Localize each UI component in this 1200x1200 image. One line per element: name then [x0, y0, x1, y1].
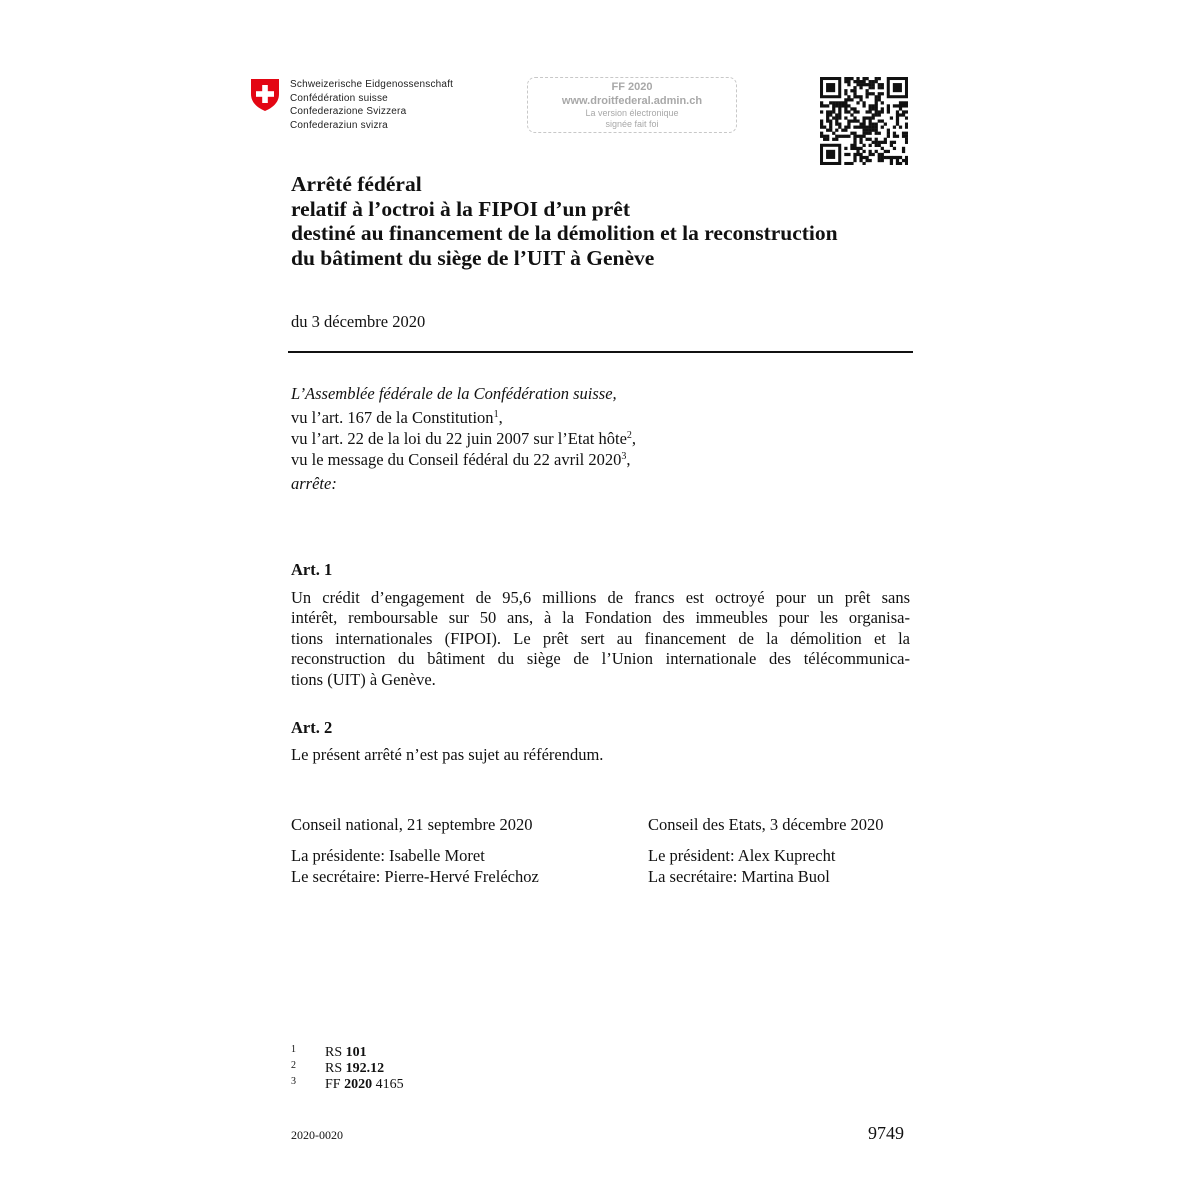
council-of-states-date: Conseil des Etats, 3 décembre 2020: [648, 815, 884, 834]
considerant-text: vu l’art. 22 de la loi du 22 juin 2007 sur l’Etat hôte: [291, 429, 627, 448]
footnote-text[interactable]: RS 101: [325, 1045, 367, 1060]
footnote-ref[interactable]: 3: [621, 451, 627, 462]
document-number: 2020-0020: [291, 1128, 343, 1142]
considerant-item: vu l’art. 22 de la loi du 22 juin 2007 sur l’Etat hôte$^2$,: [291, 429, 637, 448]
footnote-ref[interactable]: 1: [493, 409, 499, 420]
decree-title: [291, 172, 838, 270]
page-number: 9749: [868, 1123, 904, 1143]
article-1-text: [291, 588, 910, 690]
secretary-signatory: Le secrétaire: Pierre-Hervé Freléchoz: [291, 866, 539, 886]
preamble: [291, 383, 636, 494]
considerant-text: vu le message du Conseil fédéral du 22 avril 2020: [291, 450, 622, 469]
title-line: Arrêté fédéral: [291, 172, 422, 196]
decree-date: du 3 décembre 2020: [291, 312, 426, 331]
federal-name-de: Schweizerische Eidgenossenschaft: [290, 79, 454, 90]
federal-name-rm: Confederaziun svizra: [290, 119, 388, 131]
title-divider: [288, 351, 913, 353]
title-line: destiné au financement de la démolition et la reconstruction: [291, 221, 838, 245]
title-line: du bâtiment du siège de l’UIT à Genève: [291, 245, 655, 270]
title-line: relatif à l’octroi à la FIPOI d’un prêt: [291, 196, 630, 221]
considerant-item: vu le message du Conseil fédéral du 22 avril 2020$^3$,: [291, 450, 631, 469]
secretary-signatory: La secrétaire: Martina Buol: [648, 866, 830, 886]
swiss-coat-of-arms-icon: [250, 78, 280, 112]
qr-code-icon: [820, 77, 908, 165]
stamp-website[interactable]: www.droitfederal.admin.ch: [561, 95, 703, 107]
considerant-item: vu l’art. 167 de la Constitution$^1$,: [291, 408, 503, 427]
council-of-states-signatories: [648, 846, 835, 887]
footnote-text[interactable]: RS 192.12: [325, 1061, 385, 1076]
footnote-number: 2: [291, 1060, 296, 1071]
stamp-publication: FF 2020: [611, 81, 653, 93]
article-line: reconstruction du bâtiment du siège de l’Union internationale des télécommunica-: [291, 649, 910, 669]
article-1-heading: Art. 1: [291, 560, 333, 579]
federal-name-fr: Confédération suisse: [290, 92, 388, 104]
footnote-number: 1: [291, 1044, 296, 1055]
assembly-statement: L’Assemblée fédérale de la Confédération suisse,: [291, 384, 617, 403]
national-council-signatories: [291, 846, 539, 887]
federal-name-it: Confederazione Svizzera: [290, 106, 407, 117]
stamp-note-1: La version électronique: [585, 108, 679, 118]
article-line: Un crédit d’engagement de 95,6 millions de francs est octroyé pour un prêt sans: [291, 588, 910, 607]
considerant-text: vu l’art. 167 de la Constitution: [291, 408, 494, 427]
article-line: tions (UIT) à Genève.: [291, 669, 436, 689]
stamp-note-2: signée fait foi: [605, 119, 659, 129]
footnote-number: 3: [291, 1076, 296, 1087]
electronic-version-stamp: [527, 77, 737, 133]
article-line: intérêt, remboursable sur 50 ans, à la Fondation des immeubles pour les organisa-: [291, 608, 910, 628]
president-signatory: La présidente: Isabelle Moret: [291, 846, 485, 865]
national-council-date: Conseil national, 21 septembre 2020: [291, 815, 533, 834]
federal-administration-names: [290, 78, 453, 132]
article-line: tions internationales (FIPOI). Le prêt sert au financement de la démolition et la: [291, 628, 910, 648]
president-signatory: Le président: Alex Kuprecht: [648, 846, 836, 865]
article-2-heading: Art. 2: [291, 718, 333, 737]
decision-statement: arrête:: [291, 474, 337, 493]
footnote-ref[interactable]: 2: [626, 430, 632, 441]
article-2-text: Le présent arrêté n’est pas sujet au référendum.: [291, 745, 604, 764]
footnote-text[interactable]: FF 2020 4165: [325, 1077, 404, 1092]
